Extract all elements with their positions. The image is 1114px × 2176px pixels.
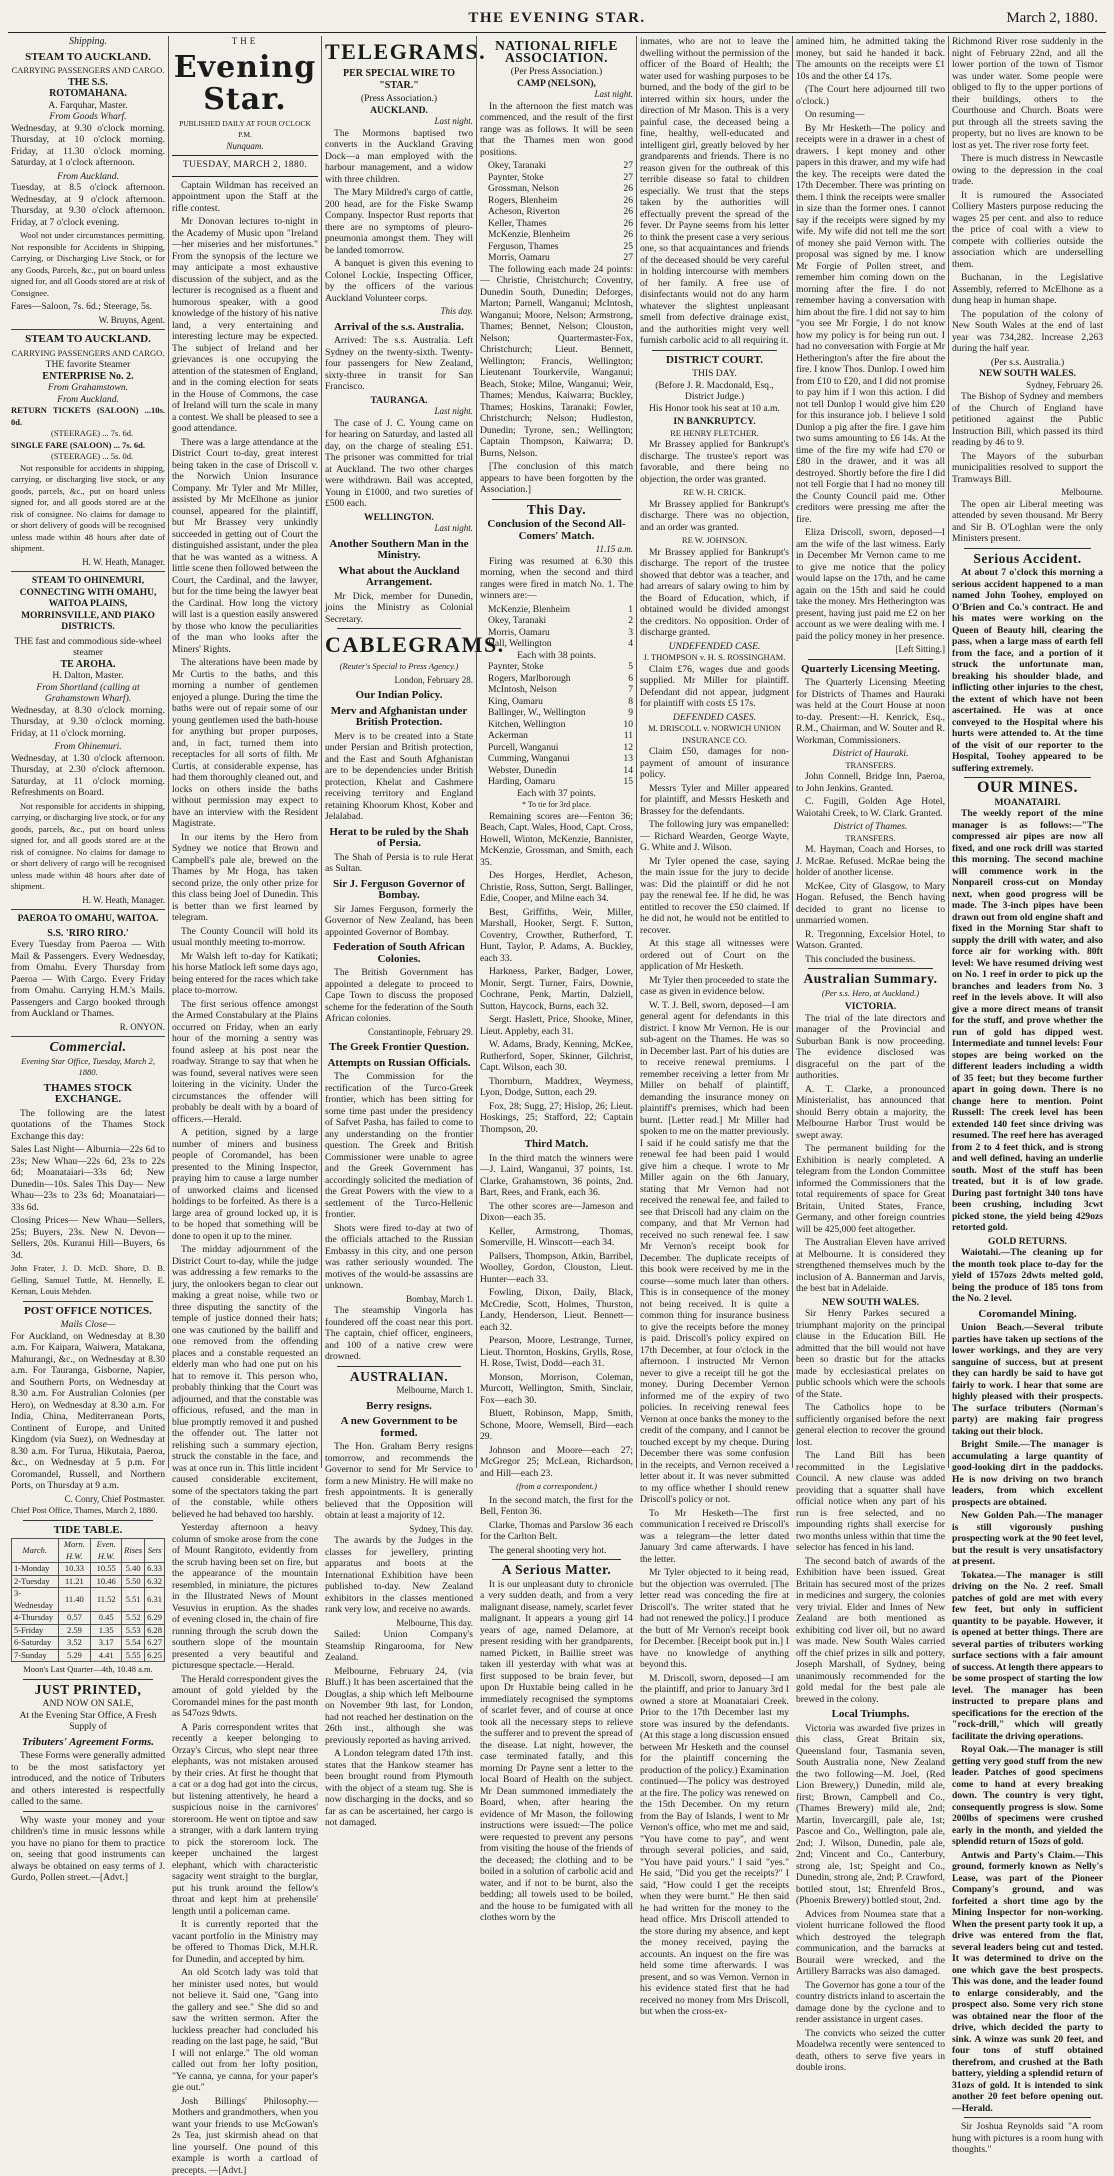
editorial-paragraph: Mr Donovan lectures to-night in the Academy of Music upon "Ireland—her miseries and her misfortunes." From the synopsis of the lecture we may anticipate a most exhaustive discussion of the subject, and as the lecturer is recognised as a fluent and humorous speaker, with a good knowledge of the history of his native land, a very entertaining and interesting lecture may be expected. The subject of Ireland and her grievances is one occupying the attention of the statesmen of England, and in the coming election for seats in the House of Commons, the case of Ireland will turn the scale in many a contest. We shall be pleased to see a good attendance.: [172, 216, 318, 435]
tide-cell: 3.17: [91, 1637, 122, 1650]
district-court-heading: DISTRICT COURT.: [640, 355, 789, 367]
competitor-name: Acheson, Riverton: [488, 206, 560, 218]
competitor-score: 5: [628, 661, 633, 673]
tide-cell: 6.27: [145, 1637, 165, 1650]
competitor-name: McKenzie, Blenheim: [488, 604, 570, 616]
tide-header-cell: March.: [12, 1539, 59, 1563]
competitor-score: 11: [624, 730, 633, 742]
score-row: [480, 241, 633, 253]
rifle-heading: NATIONAL RIFLE ASSOCIATION.: [480, 40, 633, 63]
competitor-score: 25: [623, 241, 633, 253]
australian-summary-heading: Australian Summary.: [796, 973, 945, 985]
tide-cell: 5.51: [122, 1588, 145, 1612]
score-row: [480, 696, 633, 708]
shipping-ad-riro-riro: PAEROA TO OMAHU, WAITOA. S.S. 'RIRO RIRO.' Every Tuesday from Paeroa — With Mail & Passengers. Every Wednesday, from Omahu. Every Thursday from Paeroa — With Cargo. Every Friday from Omahu. Carrying H.M.'s Mails. Passengers and Cargo booked through from Auckland or Thames. R. ONYON.: [11, 914, 165, 1037]
shipping-ad-enterprise: STEAM TO AUCKLAND. CARRYING PASSENGERS AND CARGO. THE favorite Steamer ENTERPRISE No. 2. From Grahamstown. From Auckland. RETURN TICKETS (SALOON) ...10s. 0d. (STEERAGE) ... 7s. 6d. SINGLE FARE (SALOON) ... 7s. 6d. (STEERAGE) ... 5s. 0d. Not responsible for accidents in shipping, carrying, or discharging live stock, or any goods, parcels, &c., put on board unless signed for, and all goods stored are at the risk of consignee. No claims for damage to or short delivery of goods will be recognised unless made within 48 hours after date of shipment. H. W. Heath, Manager.: [11, 334, 165, 572]
ship-name: ROTOMAHANA.: [11, 88, 165, 100]
exchange-heading: THAMES STOCK EXCHANGE.: [11, 1083, 165, 1106]
competitor-name: Okey, Taranaki: [488, 615, 546, 627]
competitor-score: 4: [628, 638, 633, 650]
running-date: March 2, 1880.: [1006, 10, 1098, 27]
telegrams-heading: TELEGRAMS.: [325, 40, 473, 64]
competitor-name: Rogers, Blenheim: [488, 195, 557, 207]
competitor-name: Harding, Oamaru: [488, 776, 555, 788]
tide-cell: 10.46: [91, 1575, 122, 1588]
editorial-paragraph: A petition, signed by a large number of miners and business people of Coromandel, has been presented to the Mining Inspector, praying him to cause a large number of unworked claims and licensed holdings to be forfeited. As there is a large area of ground locked up, it is to be hoped that something will be done to open it up to the miner.: [172, 1127, 318, 1242]
tide-row: [12, 1649, 165, 1662]
column-mines: Richmond River rose suddenly in the night of February 22nd, and all the lower portion of the town of Tismor was under water. Some people were obliged to fly to the upper portions of their buildings, others to the Courthouse and Church. Boats were put through all the streets saving the property, but no lives are known to be lost as yet. The river rose forty feet. There is much distress in Newcastle owing to the depression in the coal trade. It is rumoured the Associated Colliery Masters purpose reducing the wages 25 per cent. and also to reduce the price of coal with a view to compete with collieries outside the association which are underselling them. Buchanan, in the Legislative Assembly, referred to McElhone as a dung heap in human shape. The population of the colony of New South Wales at the end of last year was 734,282. Increase 2,263 during the half year. (Per s.s. Australia.) NEW SOUTH WALES. Sydney, February 26. The Bishop of Sydney and members of the Church of England have petitioned against the Public Instruction Bill, which passed its third reading by 46 to 9. The Mayors of the suburban municipalities resolved to support the Tramways Bill. Melbourne. The open air Liberal meeting was attended by seven thousand. Mr Berry and Sir B. O'Loghlan were the only Ministers present. Serious Accident. At about 7 o'clock this morning a serious accident happened to a man named John Toohey, employed on O'Brien and Co.'s contract. He and his mates were working on the Queen of Beauty hill, clearing the pass, when a large mass of earth fell from the face, and a portion of it struck the unfortunate man, breaking his shoulder blade, and inflicting other injuries to the chest, the extent of which have not been ascertained. He was at once conveyed to the Hospital where his hurts were attended to. At the time of the visit of our reporter to the Hospital, Toohey appeared to be suffering extremely. OUR MINES. MOANATAIRI. The weekly report of the mine manager is as follows:—"The compressed air pipes are now all fixed, and one rock drill was started this morning. The second machine will commence work in the Nonpareil cross-cut on Monday next, when good progress will be made. The 3-inch pipes have been drawn out from old engine shaft and fixed in the Morning Star shaft to supply the drill with water, and also force air for working with. 80ft level: We have resumed driving west on No. 1 reef in order to pick up the branches and leaders from No. 3 reef in the levels above. It will also give a more direct means of transit for the stuff, and prove whether the run of gold has dipped west. Intermediate and tunnel levels: Four stopes are being worked on the different leaders including a width of 35 feet; but they become further apart in going down. There is no change here to mention. Point Russell: The creek level has been extended 140 feet since driving was resumed. The reef here has averaged from 2 to 4 feet thick, and is strong and well defined, having an underlie south. Most of the stuff has been treated, but it is of low grade. During past fortnight 340 tons have been crushing, including 3cwt picked stone, the yield being 429ozs retorted gold. GOLD RETURNS. Waiotahi.—The cleaning up for the month took place to-day for the yield of 157ozs 2dwts melted gold, being the produce of 185 tons from the No. 2 level. Coromandel Mining. Union Beach.—Several tribute parties have taken up sections of the lower workings, and they are very sanguine of success, but at present they can hardly be said to have got fairly to work. I hear that some are highly pleased with their prospects. The surface tributers (Norman's party) are making fair progress taking out their block. Bright Smile.—The manager is accumulating a large quantity of good-looking dirt in the paddocks. He is now driving on two branch leaders, from which excellent prospects are obtained. New Golden Pah.—The manager is still vigorously pushing prospecting work at the 90 feet level, but the result is very unsatisfactory at present. Tokatea.—The manager is still driving on the No. 2 reef. Small patches of gold are met with every few feet, but only in sufficient quantity to be payable. However, it is opened at better things. There are several parties of tributers working surface sections with a fair amount of success. At length there appears to be some prospect of starting the low level. The manager has been instructed to prepare plans and specifications for the erection of the "rock-drill," which will greatly facilitate the driving operations. Royal Oak.—The manager is still getting very good stuff from the new leader. Patches of good specimens come to hand at every breaking down. The country is very tight, consequently progress is slow. Some 200lbs of specimens were crushed early in the month, and yielded the splendid return of 15ozs of gold. Antwis and Party's Claim.—This ground, formerly known as Nelly's Lease, was part of the Pioneer Company's ground, and was forfeited a short time ago by the Mining Inspector for non-working. When the present party took it up, a drive was entered from the flat, several leaders being cut and tested. It was determined to drive on the one which gave the best prospects. This was done, and the leader found to enlarge considerably, and the prospect also. Some very rich stone was obtained near the floor of the drive, which decided the party to sink. A winze was sunk 20 feet, and four tons of stuff obtained therefrom, and crushed at the Bath battery, yielding a splendid return of 31ozs of gold. It is intended to sink another 20 feet before opening out.—Herald. Sir Joshua Reynolds said "A room hung with pictures is a room hung with thoughts.": [948, 36, 1106, 1468]
competitor-score: 26: [623, 218, 633, 230]
competitor-name: Ballinger, W., Wellington: [488, 707, 586, 719]
competitor-score: 10: [623, 719, 633, 731]
score-row: [480, 707, 633, 719]
tide-header-cell: Sets: [145, 1539, 165, 1563]
editorial-paragraph: Mr Walsh left to-day for Katikati; his horse Matlock left some days ago, being entered for the races which take place to-morrow.: [172, 951, 318, 997]
competitor-name: McIntosh, Nelson: [488, 684, 557, 696]
tide-cell: 6.32: [145, 1575, 165, 1588]
editorial-paragraph: Captain Wildman has received an appointment upon the Staff at the rifle contest.: [172, 180, 318, 215]
tide-cell: 3.52: [58, 1637, 91, 1650]
tide-cell: 5.53: [122, 1624, 145, 1637]
post-office-heading: POST OFFICE NOTICES.: [11, 1306, 165, 1318]
score-row: [480, 160, 633, 172]
tide-header-cell: Morn. H.W.: [58, 1539, 91, 1563]
competitor-score: 3: [628, 627, 633, 639]
column-editorial: THE Evening Star. PUBLISHED DAILY AT FOUR O'CLOCK P.M. Nunquam. TUESDAY, MARCH 2, 1880. Captain Wildman has received an appointment upon the Staff at the rifle contest. Mr Donovan lectures to-night in the Academy of Music upon "Ireland—her miseries and her misfortunes." From the synopsis of the lecture we may anticipate a most exhaustive discussion of the subject, and as the lecturer is recognised as a fluent and humorous speaker, with a good knowledge of the history of his native land, a very entertaining and interesting lecture may be expected. The subject of Ireland and her grievances is one occupying the attention of the statesmen of England, and in the coming election for seats in the House of Commons, the case of Ireland will turn the scale in many a contest. We shall be pleased to see a good attendance. There was a large attendance at the District Court to-day, great interest being taken in the case of Driscoll v. the Norwich Union Insurance Company. Mr Tyler and Mr Miller, assisted by Mr McElhone as junior counsel, appeared for the plaintiff, but Mr Brassey very unkindly succeeded in getting out of Court the distinguished assistant, under the plea that he was wanted as a witness. A little scene then followed between the Court, the Cardinal, and the lawyer, but for the time being the lawyer beat the Cardinal. How long the victory will last is a question easily answered by those who know the peculiarities of the man who looks after the Miners' Rights. The alterations have been made by Mr Curtis to the baths, and this morning a number of gentlemen enjoyed a plunge. During the time the baths were out of repair some of our young gentlemen used the bath-house for anything but proper purposes, and, in fact, turned them into receptacles for all sorts of filth. Mr Curtis, at considerable expense, has had them thoroughly cleaned out, and locks on others inside the baths without permission may expect to have an interview with the Resident Magistrate. In our items by the Hero from Sydney we notice that Brown and Campbell's pale ale, brewed on the Thames by Mr Hoga, has taken second prize, the only other prize for this class being Joel of Dunedin. This is better than we first learned by telegram. The County Council will hold its usual monthly meeting to-morrow. Mr Walsh left to-day for Katikati; his horse Matlock left some days ago, being entered for the races which take place to-morrow. The first serious offence amongst the Armed Constabulary at the Plains occurred on Friday, when an early hour of the morning a sentry was found asleep at his post near the roadway. Strange to say that when he was found, several natives were seen loitering in the vicinity. Under the circumstances the offender will probably be dealt with by a board of officers.—Herald. A petition, signed by a large number of miners and business people of Coromandel, has been presented to the Mining Inspector, praying him to cause a large number of unworked claims and licensed holdings to be forfeited. As there is a large area of ground locked up, it is to be hoped that something will be done to open it up to the miner. The midday adjournment of the District Court to-day, while the judge was addressing a few remarks to the jury, the onlookers began to clear out making a great noise, while two or three disputing the sanctity of the temple of justice donned their hats; one was cautioned by the bailiff and one removed from the offending places and a constable requested an elderly man who had one put on his hat to remove it. This person who, probably thinking that the Court was adjourned, and that the constable was officious, refused, and the man in blue promptly removed it and pushed the offender out. The latter not relishing such a summary ejection, struck the constable in the face, and was at once run in. This little incident caused considerable excitement, some of the spectators taking the part of the constable, while others believed he had behaved too harshly. Yesterday afternoon a heavy column of smoke arose from the cone of Mount Rangitoto, evidently from the scrub having been set on fire, but the appearance of the mountain resembled, in miniature, the pictures in the Illustrated News of Mount Vesuvius in eruption. As the shades of evening closed in, the chain of fire running through the scrub down the southern slope of the mountain presented a very beautiful and picturesque spectacle.—Herald. The Herald correspondent gives the amount of gold yielded by the Coromandel mines for the past month as 547ozs 9dwts. A Paris correspondent writes that recently a keeper belonging to Orzay's Circus, who slept near three elephants, was not mistaken aroused by their cries. At first he thought that a cat or a dog had got into the circus, but listening attentively, he heard a suspicious noise in the carnivores' storeroom. He went on tiptoe and saw a stranger, with a dark lantern trying to pick the storeroom lock. The keeper unchained the largest elephant, which with characteristic sagacity went straight to the burglar, put his trunk around the fellow's throat and kept him at prehensile' length until a policeman came. It is currently reported that the vacant portfolio in the Ministry may be offered to Thomas Dick, M.H.R. for Dunedin, and accepted by him. An old Scotch lady was told that her minister used notes, but would not believe it. Said one, "Gang into the gallery and see." She did so and saw the written sermon. After the luckless preacher had concluded his reading on the last page, he said, "But I will not enlarge." The old woman called out from her lofty position, "Ye canna, ye canna, for your paper's gie out." Josh Billings' Philosophy.—Mothers and grandmothers, when you want your friends to use McGowan's 2s Tea, just skirmish ahead on that line yourself. One pound of this example is worth a cartload of precepts. —[Advt.]: [168, 36, 321, 1468]
commercial-heading: Commercial.: [11, 1041, 165, 1053]
tide-row: [12, 1612, 165, 1625]
tide-cell: 2-Tuesday: [12, 1575, 59, 1588]
score-row: [480, 252, 633, 264]
tide-cell: 11.21: [58, 1575, 91, 1588]
tide-cell: 5.55: [122, 1649, 145, 1662]
tide-cell: 5-Friday: [12, 1624, 59, 1637]
tide-cell: 6-Saturday: [12, 1637, 59, 1650]
competitor-score: 8: [628, 696, 633, 708]
score-row: [480, 776, 633, 788]
score-row: [480, 183, 633, 195]
column-rifle-association: NATIONAL RIFLE ASSOCIATION. (Per Press Association.) CAMP (NELSON), Last night. In the afternoon the first match was commenced, and the result of the first range was as follows. It will be seen that the Thames men won good positions. Okey, Taranaki 27 Paynter, Stoke 27 Grossman, Nelson 26 Rogers, Blenheim 26 Acheson, Riverton 26 Keller, Thames 26 McKenzie, Blenheim 26 Ferguson, Thames 25 Morris, Oamaru 27 The following each made 24 points:— Christie, Christchurch; Coventry, Dunedin South, Dunedin; Deforges, Marton; Parnell, Wanganui; McIntosh, Wanganui; Moore, Nelson; Armstrong, Thames; Bennet, Nelson; Clouston, Nelson; Quartermaster-Fox, Christchurch; Lieut. Bennett, Wellington; Francis, Wellington; Lieutenant Tourkervile, Wanganui; Beach, Stoke; Milne, Wanganui; Weir, Thames; Mendus, Kaiwarra; Buckley, Thames; Hoskins, Taranaki; Fowler, Christchurch; Nelson; Hudleston, Dunedin; Tyrone, sen.; Wellington; Captain Thompson, Kaiwarra; D. Burns, Nelson. [The conclusion of this match appears to have been forgotten by the Association.] This Day. Conclusion of the Second All-Comers' Match. 11.15 a.m. Firing was resumed at 6.30 this morning, when the second and third ranges were fired in match No. 1. The winners are:— McKenzie, Blenheim 1 Okey, Taranaki 2 Morris, Oamaru 3 Hall, Wellington 4 Each with 38 points. Paynter, Stoke 5 Rogers, Marlborough 6 McIntosh, Nelson 7 King, Oamaru 8 Ballinger, W., Wellington 9 Kitchen, Wellington 10 Ackerman 11 Purcell, Wanganui 12 Cumming, Wanganui 13 Webster, Dunedin 14 Harding, Oamaru 15 Each with 37 points. * To tie for 3rd place. Remaining scores are—Fenton 36; Beach, Capt. Wales, Hood, Capt. Cross, Howell, Winton, McKenzie, Bannister, McKenzie, Grossman, and Smith, each 35. Des Horges, Herdlet, Acheson, Christie, Ross, Sutton, Sergt. Ballinger, Edie, Cooper, and Milne each 34. Best, Griffiths, Weir, Miller, Marshall, Hooker, Sergt. F. Sutton, Coventry, Crowther, Rutherford, T. Hunt, Taylor, P. Adams, A. Buckley, each 33. Harkness, Parker, Badger, Lower, Monir, Sergt. Turner, Fairs, Downie, Cochrane, Penk, Martin, Dalziell, Sutton, Haycock, Burns, each 32. Sergt. Haslett, Price, Shooke, Miner, Lieut. Appleby, each 31. W. Adams, Brady, Kenning, McKee, Rutherford, Soper, Skinner, Gilchrist, Capt. Wilson, each 30. Thornburn, Maddrex, Weymess, Lyon, Dodge, Sutton, each 29. Fox, 28; Sugg, 27; Hislop, 26; Lieut. Hoskings, 25; Stafford, 22; Captain Thompson, 20. Third Match. In the third match the winners were—J. Laird, Wanganui, 37 points, 1st. Clarke, Grahamstown, 36 points, 2nd. Bart, Rees, and Frank, each 36. The other scores are—Jameson and Dixon—each 35. Keller, Armstrong, Thomas, Somerville, H. Winscott—each 34. Pallsers, Thompson, Atkin, Barribel, Woolley, Gordon, Clouston, Lieut. Hunter—each 33. Fowling, Dixon, Daily, Black, McCredie, Scott, Holmes, Thurston, Landy, Henderson, Lieut. Bennett—each 32. Pearson, Moore, Lestrange, Turner, Lieut. Thornton, Hoskins, Grylls, Rose, H. Rose, Twist, Dodd—each 31. Monson, Morrison, Coleman, Murcott, Wellington, Smith, Sinclair, Fox—each 30. Bluett, Robinson, Mapp, Smith, Schone, Moore, Wemsell, Bird—each 29. Johnson and Moore—each 27; McGregor 25; McLean, Richardson, and Hill—each 23. (from a correspondent.) In the second match, the first for the Bell, Fenton 36. Clarke, Thomas and Parslow 36 each for the Carlton Belt. The general shooting very hot. A Serious Matter. It is our unpleasant duty to chronicle a very sudden death, and from a very malignant disease, namely, scarlet fever malignant. It appears a young girl 14 years of age, named Delamore, at present residing with her grandparents, named Pickett, in Baillie street was taken ill yesterday with what was at first supposed to be brain fever, but upon Dr Huxtable being called in he immediately recognised the symptoms of scarlet fever, and of course at once took all the necessary steps to relieve the sufferer and to prevent the spread of the disease. Lat night, however, the case terminated fatally, and this morning Dr Payne sent a letter to the local Board of Health on the subject. Mr Dean summoned immediately the Board, when, after hearing the evidence of Mr Mason, the following instructions were issued:—The police were requested to prevent any persons from visiting the house of the friends of the deceased; the clothing and to be boiled in a solution of carbolic acid and water, and if not to be burnt, also the bedding; all towels used to be boiled, and the house to be fumigated with all clothes worn by the: [476, 36, 636, 1468]
editorial-paragraph: The Herald correspondent gives the amount of gold yielded by the Coromandel mines for the past month as 547ozs 9dwts.: [172, 1674, 318, 1720]
score-row: [480, 638, 633, 650]
competitor-name: Cumming, Wanganui: [488, 753, 570, 765]
column-shipping: Shipping. STEAM TO AUCKLAND. CARRYING PASSENGERS AND CARGO. THE S.S. ROTOMAHANA. A. Farquhar, Master. From Goods Wharf. Wednesday, at 9.30 o'clock morning. Thursday, at 10 o'clock morning. Friday, at 11.30 o'clock morning. Saturday, at 1 o'clock afternoon. From Auckland. Tuesday, at 8.5 o'clock afternoon. Wednesday, at 9 o'clock afternoon. Thursday, at 9.30 o'clock afternoon. Friday, at 7 o'clock evening. Wool not under circumstances permitting. Not responsible for Accidents in Shipping, Carrying, or Discharging Live Stock, or for any Goods, Parcels, &c., put on board unless signed for, and all Goods stored are at risk of Consignee. Fares—Saloon, 7s. 6d.; Steerage, 5s. W. Bruyns, Agent. STEAM TO AUCKLAND. CARRYING PASSENGERS AND CARGO. THE favorite Steamer ENTERPRISE No. 2. From Grahamstown. From Auckland. RETURN TICKETS (SALOON) ...10s. 0d. (STEERAGE) ... 7s. 6d. SINGLE FARE (SALOON) ... 7s. 6d. (STEERAGE) ... 5s. 0d. Not responsible for accidents in shipping, carrying, or discharging live stock, or any goods, parcels, &c., put on board unless signed for, and all goods stored are at the risk of consignee. No claims for damage to or short delivery of goods will be recognised unless made within 48 hours after date of shipment. H. W. Heath, Manager. STEAM TO OHINEMURI, CONNECTING WITH OMAHU, WAITOA PLAINS, MORRINSVILLE, AND PIAKO DISTRICTS. THE fast and commodious side-wheel steamer TE AROHA. H. Dalton, Master. From Shortland (calling at Grahamstown Wharf). Wednesday, at 8.30 o'clock morning. Thursday, at 9.30 o'clock morning. Friday, at 11 o'clock morning. From Ohinemuri. Wednesday, at 1.30 o'clock afternoon. Thursday, at 2.30 o'clock afternoon. Saturday, at 11 o'clock morning. Refreshments on Board. Not responsible for accidents in shipping, carrying, or discharging live stock, or for any goods, parcels, &c., put on board unless signed for, and all goods stored are at the risk of consignee. No claims for damage to or short delivery of cargo will be recognised unless made within 48 hours after date of shipment. H. W. Heath, Manager. PAEROA TO OMAHU, WAITOA. S.S. 'RIRO RIRO.' Every Tuesday from Paeroa — With Mail & Passengers. Every Wednesday, from Omahu. Every Thursday from Paeroa — With Cargo. Every Friday from Omahu. Carrying H.M.'s Mails. Passengers and Cargo booked through from Auckland or Thames. R. ONYON. Commercial. Evening Star Office, Tuesday, March 2, 1880. THAMES STOCK EXCHANGE. The following are the latest quotations of the Thames Stock Exchange this day: Sales Last Night— Alburnia—22s 6d to 23s; New Whau—22s 6d, 23s to 22s 6d; Moanataiari—33s 6d; New Dunedin—10s. Sales This Day— New Whau—23s to 23s 6d; Moanataiari—33s 6d. Closing Prices— New Whau—Sellers, 25s; Buyers, 23s. New N. Devon—Sellers, 20s. Kuranui Hill—Buyers, 6s 3d. John Frater, J. D. McD. Shore, D. B. Gelling, Samuel Tuttle, M. Hennelly, E. Kernan, Louis Mehden. POST OFFICE NOTICES. Mails Close— For Auckland, on Wednesday at 8.30 a.m. For Kaipara, Waiwera, Matakana, Mahurangi, &c., on Wednesday at 8.30 a.m. For Tauranga, Gisborne, Napier, and Southern Ports, on Wednesday at 8.30 a.m. For Australian Colonies (per Hero), on Wednesday at 8.30 a.m. For India, China, Mediterranean Ports, Continent of Europe, and United Kingdom (via Suez), on Wednesday at 8.30 a.m. For Turua, Hikutaia, Paeroa, &c., on Wednesday at 5 p.m. For Coromandel, Russell, and Northern Ports, on Thursday at 9 a.m. C. Conry, Chief Postmaster. Chief Post Office, Thames, March 2, 1880. TIDE TABLE. March. Morn. H.W. Even. H.W. Rises Sets 1-Monday 10.33 10.55 5.40 6.33 2-Tuesday 11.21 10.46 5.50 6.32 3-Wednesday 11.40 11.52 5.51 6.31 4-Thursday 0.57 0.45 5.52 6.29 5-Friday 2.59 1.35 5.53 6.28 6-Saturday 3.52 3.17 5.54 6.27 7-Sunday 5.29 4.41 5.55 6.25 Moon's Last Quarter—4th, 10.48 a.m. JUST PRINTED, AND NOW ON SALE, At the Evening Star Office, A Fresh Supply of Tributers' Agreement Forms. These Forms were generally admitted to be the most satisfactory yet introduced, and the notice of Tributers and others interested is respectfully called to the same. Why waste your money and your children's time in music lessons while you have no piano for them to practice on, seeing that good instruments can always be obtained on easy terms of J. Gurdo, Pollen street.—[Advt.]: [8, 36, 168, 1468]
editorial-paragraph: Yesterday afternoon a heavy column of smoke arose from the cone of Mount Rangitoto, evidently from the scrub having been set on fire, but the appearance of the mountain resembled, in miniature, the pictures in the Illustrated News of Mount Vesuvius in eruption. As the shades of evening closed in, the chain of fire running through the scrub down the southern slope of the mountain presented a very beautiful and picturesque spectacle.—Herald.: [172, 1522, 318, 1672]
competitor-name: Hall, Wellington: [488, 638, 552, 650]
score-row: [480, 604, 633, 616]
competitor-name: Rogers, Marlborough: [488, 673, 571, 685]
editorial-paragraph: In our items by the Hero from Sydney we notice that Brown and Campbell's pale ale, brewed on the Thames by Mr Hoga, has taken second prize, the only other prize for this class being Joel of Dunedin. This is better than we first learned by telegram.: [172, 832, 318, 924]
editorial-paragraph: It is currently reported that the vacant portfolio in the Ministry may be offered to Thomas Dick, M.H.R. for Dunedin, and accepted by him.: [172, 1919, 318, 1965]
competitor-name: Ackerman: [488, 730, 528, 742]
score-row: [480, 627, 633, 639]
competitor-name: Ferguson, Thames: [488, 241, 559, 253]
competitor-name: McKenzie, Blenheim: [488, 229, 570, 241]
competitor-score: 27: [623, 160, 633, 172]
competitor-score: 7: [628, 684, 633, 696]
score-row: [480, 719, 633, 731]
competitor-name: Morris, Oamaru: [488, 627, 550, 639]
tide-cell: 5.40: [122, 1563, 145, 1576]
shipping-ad-rotomahana: STEAM TO AUCKLAND. CARRYING PASSENGERS AND CARGO. THE S.S. ROTOMAHANA. A. Farquhar, Master. From Goods Wharf. Wednesday, at 9.30 o'clock morning. Thursday, at 10 o'clock morning. Friday, at 11.30 o'clock morning. Saturday, at 1 o'clock afternoon. From Auckland. Tuesday, at 8.5 o'clock afternoon. Wednesday, at 9 o'clock afternoon. Thursday, at 9.30 o'clock afternoon. Friday, at 7 o'clock evening. Wool not under circumstances permitting. Not responsible for Accidents in Shipping, Carrying, or Discharging Live Stock, or for any Goods, Parcels, &c., put on board unless signed for, and all Goods stored are at risk of Consignee. Fares—Saloon, 7s. 6d.; Steerage, 5s. W. Bruyns, Agent.: [11, 52, 165, 331]
tide-cell: 1.35: [91, 1624, 122, 1637]
tide-cell: 11.40: [58, 1588, 91, 1612]
tide-cell: 2.59: [58, 1624, 91, 1637]
tide-cell: 6.33: [145, 1563, 165, 1576]
tide-cell: 6.29: [145, 1612, 165, 1625]
our-mines-heading: OUR MINES.: [952, 782, 1103, 794]
editorial-paragraph: The County Council will hold its usual monthly meeting to-morrow.: [172, 926, 318, 949]
competitor-name: Keller, Thames: [488, 218, 547, 230]
score-row: [480, 229, 633, 241]
score-row: [480, 673, 633, 685]
newspaper-page: [8, 4, 1106, 1472]
competitor-name: King, Oamaru: [488, 696, 543, 708]
tide-cell: 5.50: [122, 1575, 145, 1588]
score-row: [480, 684, 633, 696]
competitor-score: 14: [623, 765, 633, 777]
score-row: [480, 661, 633, 673]
competitor-score: 27: [623, 252, 633, 264]
tide-cell: 7-Sunday: [12, 1649, 59, 1662]
tide-cell: 6.31: [145, 1588, 165, 1612]
tide-row: [12, 1637, 165, 1650]
editorial-paragraphs: [172, 180, 318, 2176]
competitor-score: 26: [623, 229, 633, 241]
score-row: [480, 615, 633, 627]
tide-cell: 5.29: [58, 1649, 91, 1662]
competitor-name: Paynter, Stoke: [488, 172, 544, 184]
tide-table: [11, 1538, 165, 1662]
ship-name: ENTERPRISE No. 2.: [11, 371, 165, 383]
score-row: [480, 195, 633, 207]
score-row: [480, 218, 633, 230]
column-telegrams: TELEGRAMS. PER SPECIAL WIRE TO "STAR." (Press Association.) AUCKLAND. Last night. The Mormons baptised two converts in the Auckland Graving Dock—a man employed with the harbour management, and a widow with three children. The Mary Mildred's cargo of cattle, 200 head, are for the Fiske Swamp Company. Inspector Rust reports that there are no symptoms of pleuro-pneumonia amongst them. They will be landed tomorrow. A banquet is given this evening to Colonel Lockie, Inspecting Officer, by the officers of the various Auckland Volunteer corps. This day. Arrival of the s.s. Australia. Arrived: The s.s. Australia. Left Sydney on the twenty-sixth. Twenty-four passengers for New Zealand, sixty-three in transit for San Francisco. TAURANGA. Last night. The case of J. C. Young came on for hearing on Saturday, and lasted all day, on the charge of stealing £51. The prisoner was committed for trial at Auckland. The two other charges were withdrawn. Bail was accepted, Young in £1000, and two sureties of £500 each. WELLINGTON. Last night. Another Southern Man in the Ministry. What about the Auckland Arrangement. Mr Dick, member for Dunedin, joins the Ministry as Colonial Secretary. CABLEGRAMS. (Reuter's Special to Press Agency.) London, February 28. Our Indian Policy. Merv and Afghanistan under British Protection. Merv is to be created into a State under Persian and British protection, and the East and South Afghanistan are to be dependencies under British protection, Khelat and Cashmere receiving territory and England retaining Khoorum Khost, Kober and Jelalabad. Herat to be ruled by the Shah of Persia. The Shah of Persia is to rule Herat as Sultan. Sir J. Ferguson Governor of Bombay. Sir James Ferguson, formerly the Governor of New Zealand, has been appointed Governor of Bombay. Federation of South African Colonies. The British Government has appointed a delegate to proceed to Cape Town to discuss the proposed scheme for the federation of the South African colonies. Constantinople, February 29. The Greek Frontier Question. Attempts on Russian Officials. The Commission for the rectification of the Turco-Greek frontier, which has been sitting for some time past under the presidency of Safvet Pasha, has failed to come to any understanding on the frontier question. The Greek and British Commissioner were unable to agree and the Greek Government has accordingly solicited the mediation of the Great Powers with the view to a settlement of the Turco-Hellenic frontier. Shots were fired to-day at two of the officials attached to the Russian Embassy in this city, and one person was rather seriously wounded. The motives of the would-be assassins are unknown. Bombay, March 1. The steamship Vingorla has foundered off the coast near this port. The captain, chief officer, engineers, and 100 of a native crew were drowned. AUSTRALIAN. Melbourne, March 1. Berry resigns. A new Government to be formed. The Hon. Graham Berry resigns tomorrow, and recommends the Governor to send for Mr Service to form a new Ministry. He will make no fresh appointments. It is generally believed that the Opposition will obtain at least a majority of 12. Sydney, This day. The awards by the Judges in the classes for jewellery, printing apparatus and boots at the International Exhibition have been published to-day. New Zealand exhibitors in the classes mentioned rank very low, and receive no awards. Melbourne, This day. Sailed: Union Company's Steamship Ringarooma, for New Zealand. Melbourne, February 24, (via Bluff.) It has been ascertained that the Douglas, a ship which left Melbourne on November 9th last, for London, had not reached her destination on the 26th inst., although she was previously reported as having arrived. A London telegram dated 17th inst. states that the Hankow steamer has been brought round from Plymouth with the object of a steam tug. She is now discharging in the docks, and so far as can be ascertained, her cargo is not damaged.: [321, 36, 476, 1468]
editorial-paragraph: Josh Billings' Philosophy.—Mothers and grandmothers, when you want your friends to use McGowan's 2s Tea, just skirmish ahead on that line yourself. One pound of this example is worth a cartload of precepts. —[Advt.]: [172, 2096, 318, 2176]
running-header: [8, 4, 1106, 33]
cablegrams-heading: CABLEGRAMS.: [325, 633, 473, 657]
serious-accident-heading: Serious Accident.: [952, 553, 1103, 565]
competitor-score: 12: [623, 742, 633, 754]
tide-row: [12, 1624, 165, 1637]
tide-header-cell: Even. H.W.: [91, 1539, 122, 1563]
score-list: [480, 604, 633, 650]
competitor-score: 26: [623, 195, 633, 207]
score-list: [480, 160, 633, 264]
australian-heading: AUSTRALIAN.: [325, 1371, 473, 1383]
competitor-score: 2: [628, 615, 633, 627]
score-row: [480, 172, 633, 184]
tide-cell: 0.45: [91, 1612, 122, 1625]
competitor-name: Webster, Dunedin: [488, 765, 557, 777]
tide-cell: 10.33: [58, 1563, 91, 1576]
competitor-name: Okey, Taranaki: [488, 160, 546, 172]
score-row: [480, 753, 633, 765]
column-district-court: inmates, who are not to leave the dwelling without the permission of the officer of the Board of Health; the water used for washing purposes to be burned, and the body of the girl to be interred within six hours, under the direction of Mr Mason. This is a very painful case, the deceased being a fine, healthy, well-educated and intelligent girl, greatly beloved by her grandparents and friends. There is no reason given for the outbreak of this terrible disease so fatal to children especially. We trust that the steps taken by the authorities will effectually prevent the spread of the fever. Dr Payne seems from his letter to think the present case a very serious one, so that acquaintances and friends of the deceased should be very careful in holding intercourse with members of her family. A free use of disinfectants would not do any harm whatever the slightest unpleasant smell from defective drainage exist, and the authorities might very well furnish carbolic acid to all requiring it. DISTRICT COURT. THIS DAY. (Before J. R. Macdonald, Esq., District Judge.) His Honor took his seat at 10 a.m. IN BANKRUPTCY. RE HENRY FLETCHER. Mr Brassey applied for Bankrupt's discharge. The trustee's report was favorable, and there being no objection, the order was granted. RE W. H. CRICK. Mr Brassey applied for Bankrupt's discharge. There was no objection, and an order was granted. RE W. JOHNSON. Mr Brassey applied for Bankrupt's discharge. The report of the trustee showed that debtor was a teacher, and had arrears of salary owing to him by the Board of Education, which, if obtained would be divided amongst the creditors. No opposition. Order of discharge granted. UNDEFENDED CASE. J. THOMPSON v. H. S. ROSSINGHAM. Claim £76, wages due and goods supplied. Mr Miller for plaintiff. Defendant did not appear, judgment for plaintiff with costs £5 17s. DEFENDED CASES. M. DRISCOLL v. NORWICH UNION INSURANCE CO. Claim £50, damages for non-payment of amount of insurance policy. Messrs Tyler and Miller appeared for plaintiff, and Messrs Hesketh and Brassey for the defendants. The following jury was empanelled:— Richard Wearden, George Wayte, G. White and J. Wilson. Mr Tyler opened the case, saying the main issue for the jury to decide was: Did the plaintiff or did he not pay the renewal fee. If he did, he was entitled to recover the £50 claimed. If he did not, he would not be entitled to recover. At this stage all witnesses were ordered out of Court on the application of Mr Hesketh. Mr Tyler then proceeded to state the case as given in evidence below. W. T. J. Bell, sworn, deposed—I am general agent for defendants in this district. I know Mr Vernon. He is our sub-agent on the Thames. He was so in December last. Part of his duties are to receive renewal premiums. I remember receiving a letter from Mr Miller on behalf of plaintiff, demanding the insurance money on plaintiff's premises, which had been burnt. [Letter read.] Mr Miller had spoken to me on the matter previously. I said if he could satisfy me that the renewal fee had been paid I would give him a cheque. I wrote to Mr Miller again on the 6th January, stating that Mr Vernon had not received the renewal fee, and failed to see that Driscoll had any claim on the company, and that Mr Vernon had received no such renewal fee. I saw Mr Vernon's receipt book for December. The duplicate receipts of this book were received by me in the course—some much later than others. This is in consequence of the money not being received. It is quite a common thing for insurance business to give the receipts before the money is paid. Driscoll's policy expired on 17th December, at four o'clock in the afternoon. I instructed Mr Vernon never to give a receipt till he got the money. During December Vernon informed me of the expiry of two policies. In receiving renewal fees Vernon at once banks the money to the credit of the company, and I cannot be touched except by my cheque. During December there was some confusion in the receipts, and Vernon received a letter about it. It was never submitted to my office whether I should renew Driscoll's policy or not. To Mr Hesketh—The first communication I received re Driscoll's was a telegram—the letter dated January 3rd came afterwards. I have the letter. Mr Tyler objected to it being read, but the objection was overruled. [The letter read was conceding the fire at Driscoll's. The writer stated that he had not renewed the policy.] I produce the butt of Mr Vernon's receipt book for December. [Receipt book put in.] I have no knowledge of anything beyond this. M. Driscoll, sworn, deposed—I am the plaintiff, and prior to January 3rd I owned a store at Moanataiari Creek. Prior to the 17th December last my store was insured by the defendants. (At this stage a long discussion ensued between Mr Hesketh and the counsel for the plaintiff concerning the production of the policy.) Examination continued—The policy was destroyed at the fire. The policy was renewed on the 15th December. On my return from the Bay of Islands, I went to Mr Vernon's office, who met me and said, "You have come to pay", and went through several policies, and said, "You have paid yours." I said "yes." He said, "Did you get the receipts?" I said, "How could I get the receipts when they were burnt." He then said he had written for the money to the head office. Mrs Driscoll attended to the store during my absence, and kept the money received, paying the accounts. An inquest on the fire was held some time afterwards. I was present, and so was Vernon. Vernon in his evidence stated first that he had received no money from Mrs Driscoll, but when the cross-ex-: [636, 36, 792, 1468]
competitor-name: Morris, Oamaru: [488, 252, 550, 264]
editorial-paragraph: There was a large attendance at the District Court to-day, great interest being taken in the case of Driscoll v. the Norwich Union Insurance Company. Mr Tyler and Mr Miller, assisted by Mr McElhone as junior counsel, appeared for the plaintiff, but Mr Brassey very unkindly succeeded in getting out of Court the distinguished assistant, under the plea that he was wanted as a witness. A little scene then followed between the Court, the Cardinal, and the lawyer, but for the time being the lawyer beat the Cardinal. How long the victory will last is a question easily answered by those who know the peculiarities of the man who looks after the Miners' Rights.: [172, 437, 318, 656]
score-list: [480, 661, 633, 788]
just-printed-heading: JUST PRINTED,: [11, 1684, 165, 1696]
editorial-paragraph: The midday adjournment of the District Court to-day, while the judge was addressing a few remarks to the jury, the onlookers began to clear out making a great noise, while two or three disputing the sanctity of the temple of justice donned their hats; one was cautioned by the bailiff and one removed from the offending places and a constable requested an elderly man who had one put on his hat to remove it. This person who, probably thinking that the Court was adjourned, and that the constable was officious, refused, and the man in blue promptly removed it and pushed the offender out. The latter not relishing such a summary ejection, struck the constable in the face, and was at once run in. This little incident caused considerable excitement, some of the spectators taking the part of the constable, while others believed he had behaved too harshly.: [172, 1244, 318, 1520]
competitor-score: 27: [623, 172, 633, 184]
score-row: [480, 742, 633, 754]
tide-cell: 3-Wednesday: [12, 1588, 59, 1612]
competitor-name: Grossman, Nelson: [488, 183, 559, 195]
running-title: THE EVENING STAR.: [8, 10, 1106, 27]
competitor-name: Purcell, Wanganui: [488, 742, 558, 754]
tide-row: [12, 1575, 165, 1588]
competitor-score: 26: [623, 183, 633, 195]
tide-cell: 5.52: [122, 1612, 145, 1625]
tide-header-cell: Rises: [122, 1539, 145, 1563]
score-row: [480, 765, 633, 777]
competitor-score: 9: [628, 707, 633, 719]
licensing-heading: Quarterly Licensing Meeting.: [796, 664, 945, 676]
column-court-continued: amined him, he admitted taking the money, but said he handed it back. The amounts on the receipts were £1 10s and the other £4 17s. (The Court here adjourned till two o'clock.) On resuming— By Mr Hesketh—The policy and receipts were in a drawer in a chest of drawers. I kept money and other papers in this drawer, and my wife had the key. The receipts were dated the 17th December. There was printing on them. I think the receipts were smaller in size than the former ones. I cannot say if the receipts were signed by my wife. My wife did not tell me the sort of money she paid Vernon with. The proposal was signed by me. I know Mr Forgie of Pollen street, and remember him coming down on the morning after the fire. I do not remember having a conversation with him about the fire. I did not say to him "you see Mr Forgie, I do not know how my policy is for being run out. I had no conversation with Forgie at Mr Hetherington's after the fire about the fire. I know Thos. Dunlop. I owed him from £10 to £20, and I did not promise to pay him if I won this action. I did not tell Dunlop I would give him £20 for this insurance job. I believe I sold Dunlop a pig after the fire. I gave him two sums amounting to £6 14s. At the time of the fire my wife had £70 or £80 in the drawer, and it was all destroyed. Shortly before the fire I did not tell Forgie that I had no money till the County Council paid me. Other creditors were pressing me after the fire. Eliza Driscoll, sworn, deposed—I am the wife of the last witness. Early in December Mr Vernon came to me to give me notice that the policy would lapse on the 17th, and he came again on the 15th and said he could take the money. Mrs Hetherington was present, having just paid me £2 on her account as we were dealing with me. I paid the policy money in her presence. [Left Sitting.] Quarterly Licensing Meeting. The Quarterly Licensing Meeting for Districts of Thames and Hauraki was held at the Court House at noon to-day. Present:—H. Kenrick, Esq., R.M., Chairman, and W. Souter and R. Workman, Commissioners. District of Hauraki. TRANSFERS. John Connell, Bridge Inn, Paeroa, to John Jenkins. Granted. C. Fugill, Golden Age Hotel, Waiotahi Creek, to W. Clark. Granted. District of Thames. TRANSFERS. M. Hayman, Coach and Horses, to J. McRae. Refused. McRae being the holder of another license. McKee, City of Glasgow, to Mary Hogan. Refused, the Bench having decided to grant no license to unmarried women. R. Tregonning, Excelsior Hotel, to Watson. Granted. This concluded the business. Australian Summary. (Per s.s. Hero, at Auckland.) VICTORIA. The trial of the late directors and manager of the Provincial and Suburban Bank is now proceeding. The evidence disclosed was disgraceful on the part of the authorities. A. T. Clarke, a pronounced Ministerialist, has announced that should Berry obtain a majority, the Melbourne Harbor Trust would be swept away. The permanent building for the Exhibition is nearly completed. A telegram from the London Committee informed the Commissioners that the total requirements of space for Great Britain, United States, France, Germany, and other foreign countries will be 425,000 feet altogether. The Australian Eleven have arrived at Melbourne. It is considered they strengthened themselves much by the inclusion of A. Bannerman and Jarvis, the best bat in Adelaide. NEW SOUTH WALES. Sir Henry Parkes secured a triumphant majority on the principal clause in the Education Bill. He admitted that the bill would not have been so drastic but for the attacks made by ecclesiastical prelates on public schools which were the schools of the State. The Catholics hope to be sufficiently organised before the next general election to recover the ground lost. The Land Bill has been recommitted in the Legislative Council. A new clause was added providing that a squatter shall have official notice when any part of his run is free selected, and no impounding rights shall exercise for two months unless within that time the selector has fenced in his land. The second batch of awards of the Exhibition have been issued. Great Britain has secured most of the prizes in medicines and surgery, the colonies very trivial. Elder and Innes of New Zealand are both mentioned as exhibiting cod liver oil, but no award was made. New South Wales carried off the chief prizes in silk and pottery, Joseph Marshall, of Sydney, being unanimously recommended for the gold medal for the best pale ale brewed in the colony. Local Triumphs. Victoria was awarded five prizes in this class, Great Britain six, Queensland four, Tasmania seven, South Australia none, New Zealand the two following—M. Joel, (Red Lion Brewery,) Dunedin, mild ale, first; Brown, Campbell and Co., (Thames Brewery) mild ale, 2nd; Martin, Invercargill, pale ale, 1st; Pascoe and Co., Wellington, pale ale, 2nd; J. Wilson, Dunedin, pale ale, 2nd; Vincent and Co., Canterbury, strong ale, 1st; Speight and Co., Dunedin, strong ale, 2nd; P. Crawford, bottled stout, 1st; Ehrenfeld Bros., (Phoenix Brewery) bottled stout, 2nd. Advices from Noumea state that a violent hurricane followed the flood which destroyed the telegraph communication, and the barracks at Bourail were wrecked, and the Artillery Barracks was also damaged. The Governor has gone a tour of the country districts inland to ascertain the damage done by the cyclone and to render assistance in urgent cases. The convicts who seized the cutter Moadelwa recently were sentenced to death, others to serve five years in double irons.: [792, 36, 948, 1468]
tide-row: [12, 1563, 165, 1576]
tide-cell: 4.41: [91, 1649, 122, 1662]
competitor-name: Kitchen, Wellington: [488, 719, 565, 731]
competitor-score: 1: [628, 604, 633, 616]
tide-table-heading: TIDE TABLE.: [11, 1525, 165, 1537]
ship-name: TE AROHA.: [11, 659, 165, 671]
score-row: [480, 206, 633, 218]
editorial-paragraph: A Paris correspondent writes that recently a keeper belonging to Orzay's Circus, who slept near three elephants, was not mistaken aroused by their cries. At first he thought that a cat or a dog had got into the circus, but listening attentively, he heard a suspicious noise in the carnivores' storeroom. He went on tiptoe and saw a stranger, with a dark lantern trying to pick the storeroom lock. The keeper unchained the largest elephant, which with characteristic sagacity went straight to the burglar, put his trunk around the fellow's throat and kept him at prehensile' length until a policeman came.: [172, 1722, 318, 1918]
score-row: [480, 730, 633, 742]
competitor-score: 15: [623, 776, 633, 788]
tide-cell: 6.25: [145, 1649, 165, 1662]
tide-cell: 10.55: [91, 1563, 122, 1576]
competitor-name: Paynter, Stoke: [488, 661, 544, 673]
serious-matter-heading: A Serious Matter.: [480, 1564, 633, 1576]
tide-cell: 1-Monday: [12, 1563, 59, 1576]
tide-row: [12, 1588, 165, 1612]
tide-cell: 6.28: [145, 1624, 165, 1637]
competitor-score: 13: [623, 753, 633, 765]
editorial-paragraph: The first serious offence amongst the Armed Constabulary at the Plains occurred on Friday, when an early hour of the morning a sentry was found asleep at his post near the roadway. Strange to say that when he was found, several natives were seen loitering in the vicinity. Under the circumstances the offender will probably be dealt with by a board of officers.—Herald.: [172, 999, 318, 1126]
tide-cell: 11.52: [91, 1588, 122, 1612]
tide-cell: 5.54: [122, 1637, 145, 1650]
editorial-paragraph: The alterations have been made by Mr Curtis to the baths, and this morning a number of gentlemen enjoyed a plunge. During the time the baths were out of repair some of our young gentlemen used the bath-house for anything but proper purposes, and, in fact, turned them into receptacles for all sorts of filth. Mr Curtis, at considerable expense, has had them thoroughly cleaned out, and locks on others inside the baths without permission may expect to have an interview with the Resident Magistrate.: [172, 657, 318, 830]
dateline: TUESDAY, MARCH 2, 1880.: [172, 160, 318, 172]
competitor-score: 6: [628, 673, 633, 685]
masthead: Evening Star.: [172, 52, 318, 116]
shipping-ad-te-aroha: STEAM TO OHINEMURI, CONNECTING WITH OMAHU, WAITOA PLAINS, MORRINSVILLE, AND PIAKO DISTRICTS. THE fast and commodious side-wheel steamer TE AROHA. H. Dalton, Master. From Shortland (calling at Grahamstown Wharf). Wednesday, at 8.30 o'clock morning. Thursday, at 9.30 o'clock morning. Friday, at 11 o'clock morning. From Ohinemuri. Wednesday, at 1.30 o'clock afternoon. Thursday, at 2.30 o'clock afternoon. Saturday, at 11 o'clock morning. Refreshments on Board. Not responsible for accidents in shipping, carrying, or discharging live stock, or for any goods, parcels, &c., put on board unless signed for, and all goods stored are at the risk of consignee. No claims for damage to or short delivery of cargo will be recognised unless made within 48 hours after date of shipment. H. W. Heath, Manager.: [11, 576, 165, 910]
tide-cell: 0.57: [58, 1612, 91, 1625]
editorial-paragraph: An old Scotch lady was told that her minister used notes, but would not believe it. Said one, "Gang into the gallery and see." She did so and saw the written sermon. After the luckless preacher had concluded his reading on the last page, he said, "But I will not enlarge." The old woman called out from her lofty position, "Ye canna, ye canna, for your paper's gie out.": [172, 1967, 318, 2094]
competitor-score: 26: [623, 206, 633, 218]
section-title: Shipping.: [11, 36, 165, 48]
tide-cell: 4-Thursday: [12, 1612, 59, 1625]
